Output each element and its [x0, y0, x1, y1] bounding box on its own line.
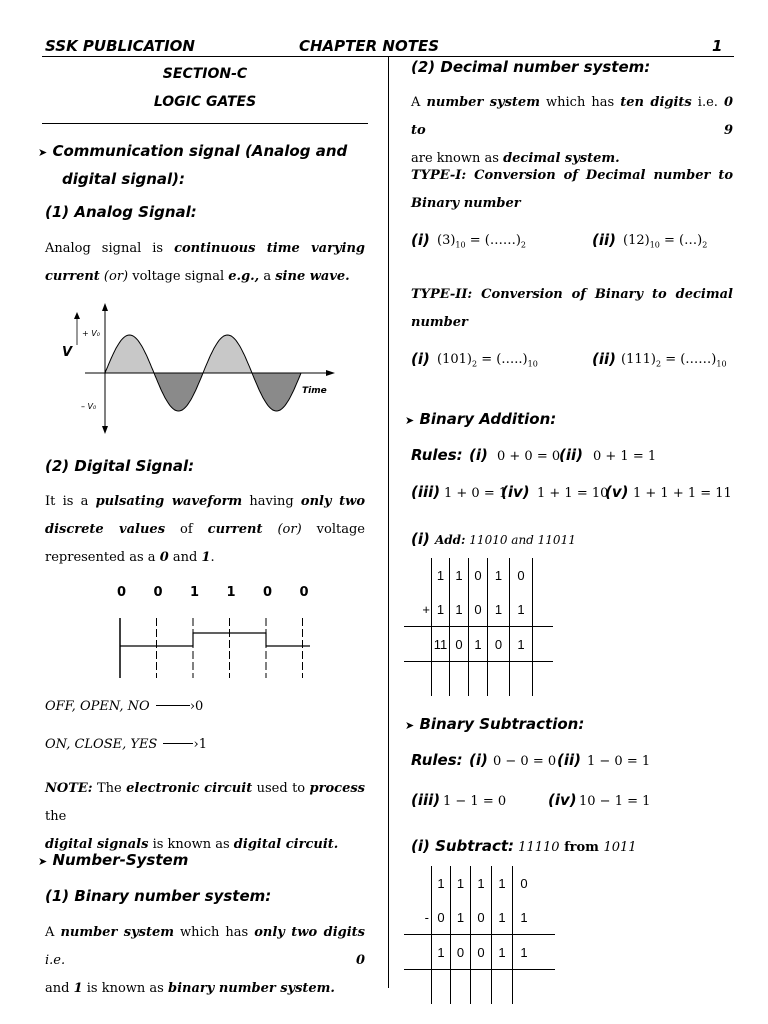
addition-table — [404, 558, 553, 696]
arrow-bullet-icon: ➤ — [405, 719, 415, 732]
section-title: SECTION-C — [162, 66, 248, 82]
off-mapping: OFF, OPEN, NO ›0 — [45, 699, 204, 714]
publisher-name: SSK PUBLICATION — [45, 37, 195, 55]
subtraction-rules-row2: (iii) 1 − 1 = 0 (iv) 10 − 1 = 1 — [411, 791, 651, 809]
addition-rules-row1: Rules: (i) 0 + 0 = 0 (ii) 0 + 1 = 1 — [411, 446, 657, 464]
arrow-bullet-icon: ➤ — [405, 414, 415, 427]
digital-square-wave-graph — [110, 578, 310, 683]
binary-subtraction-heading: ➤ Binary Subtraction: — [405, 715, 585, 733]
y-axis-label: V — [62, 345, 73, 360]
right-arrow-icon — [163, 743, 193, 744]
analog-description: Analog signal is continuous time varying current (or) voltage signal e.g., a sine wave. — [45, 241, 365, 284]
type1-heading: TYPE-I: Conversion of Decimal number to Binary number — [411, 168, 733, 211]
bit-label: 1 — [226, 585, 236, 600]
decimal-system-heading: (2) Decimal number system: — [411, 58, 651, 76]
bit-label: 1 — [190, 585, 200, 600]
subtraction-rules-row1: Rules: (i) 0 − 0 = 0 (ii) 1 − 0 = 1 — [411, 751, 651, 769]
table-row: - 0 1 0 1 1 — [404, 900, 555, 935]
binary-system-heading: (1) Binary number system: — [45, 887, 272, 905]
decimal-description: A number system which has ten digits i.e. 0 to 9 are known as decimal system. — [411, 95, 733, 166]
right-arrow-icon — [156, 705, 190, 706]
plus-v0-label: + V₀ — [82, 329, 100, 338]
on-mapping: ON, CLOSE, YES ›1 — [45, 737, 207, 752]
addition-rules-row2: (iii) 1 + 0 = 1 (iv) 1 + 1 = 10 (v) 1 + 1 + 1 = 11 — [411, 483, 732, 501]
number-system-heading: ➤ Number-System — [38, 851, 189, 869]
subtraction-table — [404, 866, 555, 1004]
digital-heading: (2) Digital Signal: — [45, 457, 195, 475]
minus-v0-label: – V₀ — [81, 402, 97, 411]
note-paragraph: NOTE: The electronic circuit used to process the digital signals is known as digital circuit. — [45, 781, 365, 852]
bit-label: 0 — [153, 585, 163, 600]
binary-addition-heading: ➤ Binary Addition: — [405, 410, 557, 428]
square-wave-line — [120, 633, 310, 646]
type1-questions: (i) $(3)_{10}$ = $(\dots\dots)_2$ (ii) $(12)_{10}$ = $(\dots)_2$ — [411, 231, 708, 250]
subtraction-example-title: (i) Subtract: 11110 from 1011 — [411, 837, 637, 855]
chapter-notes-label: CHAPTER NOTES — [299, 37, 440, 55]
column-divider — [388, 56, 389, 988]
bit-label: 0 — [299, 585, 309, 600]
type2-questions: (i) $(101)_2$ = $(\dots..)_{10}$ (ii) $(111)_2$ = $(\dots\dots)_{10}$ — [411, 350, 727, 369]
table-row: 1 1 1 1 0 — [404, 866, 555, 900]
digital-description: It is a pulsating waveform having only two discrete values of current (or) voltage represented as a 0 and 1. — [45, 494, 366, 565]
time-axis-label: Time — [302, 386, 327, 396]
bit-label: 0 — [263, 585, 273, 600]
binary-description: A number system which has only two digits i.e. 0 and 1 is known as binary number system. — [45, 925, 365, 996]
arrow-bullet-icon: ➤ — [38, 855, 48, 868]
table-row: 1 1 0 1 0 — [404, 558, 553, 592]
arrow-bullet-icon: ➤ — [38, 146, 48, 159]
table-row: 1 0 0 1 1 — [404, 935, 555, 970]
addition-example-title: (i) Add: 11010 and 11011 — [411, 530, 576, 548]
bit-label: 0 — [117, 585, 127, 600]
comm-signal-heading: ➤ Communication signal (Analog and digital signal): — [38, 142, 348, 188]
table-row: + 1 1 0 1 1 — [404, 592, 553, 627]
type2-heading: TYPE-II: Conversion of Binary to decimal number — [411, 287, 733, 330]
section-rule — [42, 123, 368, 124]
analog-heading: (1) Analog Signal: — [45, 203, 197, 221]
page-number: 1 — [712, 37, 723, 55]
table-row: 11 0 1 0 1 — [404, 627, 553, 662]
topic-title: LOGIC GATES — [153, 94, 257, 110]
analog-sine-wave-graph — [55, 300, 350, 435]
